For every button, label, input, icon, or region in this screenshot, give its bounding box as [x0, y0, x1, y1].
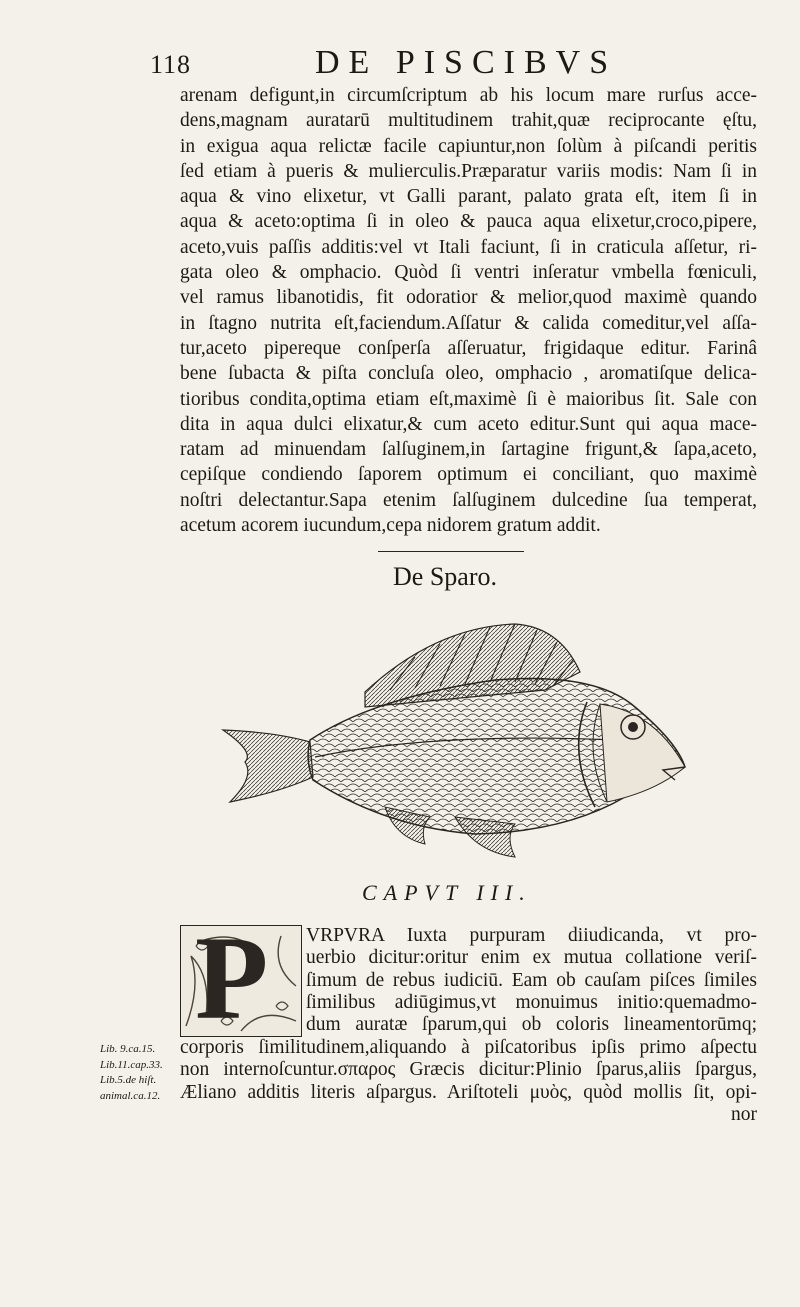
decorated-initial — [180, 925, 302, 1037]
sparus-fish-woodcut — [215, 612, 695, 862]
text-line: in exigua aqua relictæ facile capiuntur,non ſolùm à piſcandi peritis — [180, 135, 757, 157]
text-line: tur,aceto pipereque conſperſa aſſeruatur, frigidaque editur. Farinâ — [180, 337, 757, 359]
text-line: tioribus condita,optima etiam eſt,maximè ſi è maioribus ſit. Sale con — [180, 388, 757, 410]
text-line: Æliano additis literis aſpargus. Ariſtoteli μυὸς, quòd mollis ſit, opi- — [180, 1081, 757, 1103]
text-line: cepiſque condiendo ſaporem optimum ei conciliant, quo maximè — [180, 464, 757, 486]
text-line: dens,magnam auratarū multitudinem trahit,quæ reciprocante ęſtu, — [180, 110, 757, 132]
body-paragraph — [180, 83, 757, 538]
margin-notes — [100, 1042, 178, 1104]
chapter-opening-text — [306, 925, 757, 1036]
chapter-heading: CAPVT III. — [362, 880, 532, 905]
text-line: vel ramus libanotidis, fit odoratior & melior,quod maximè quando — [180, 287, 757, 309]
chapter-continuation-text — [180, 1037, 757, 1126]
text-line: aqua & vino elixetur, vt Galli parant, palato grata eſt, item ſi in — [180, 186, 757, 208]
text-line: VRPVRA Iuxta purpuram diiudicanda, vt pro- — [306, 925, 757, 946]
margin-note: Lib. 9.ca.15. — [100, 1043, 156, 1055]
margin-note: Lib.11.cap.33. — [100, 1058, 163, 1071]
text-line: ſimum de rebus iudiciū. Eam ob cauſam piſces ſimiles — [306, 969, 757, 991]
text-line: dum auratæ ſparum,qui ob coloris lineamentorūmq; — [306, 1014, 757, 1036]
text-line: gata oleo & omphacio. Quòd ſi ventri inſeratur vmbella fœniculi, — [180, 262, 757, 284]
margin-note: animal.ca.12. — [100, 1089, 161, 1102]
section-title: De Sparo. — [393, 562, 497, 591]
initial-letter: P — [195, 925, 269, 1037]
text-line: arenam defigunt,in circumſcriptum ab his locum mare rurſus acce- — [180, 85, 757, 106]
text-line: acetum acorem iucundum,cepa nidorem gratum addit. — [180, 515, 601, 537]
text-line: corporis ſimilitudinem,aliquando à piſcatoribus ipſis primo aſpectu — [180, 1037, 757, 1058]
text-line: ſimilibus adiūgimus,vt monuimus initio:quemadmo- — [306, 991, 757, 1013]
text-line: ratam ad minuendam ſalſuginem,in ſartagine frigunt,& ſapa,aceto, — [180, 439, 757, 461]
page-number: 118 — [150, 50, 192, 79]
text-line: non internoſcuntur.σπαρος Græcis dicitur:Plinio ſparus,aliis ſpargus, — [180, 1059, 757, 1081]
text-line: in ſtagno nutrita eſt,faciendum.Aſſatur & calida comeditur,vel aſſa- — [180, 312, 757, 334]
text-line: noſtri delectantur.Sapa etenim ſalſuginem dulcedine ſua temperat, — [180, 489, 757, 511]
text-line: aqua & aceto:optima ſi in oleo & pauca aqua elixetur,croco,pipere, — [180, 211, 757, 233]
catchword: nor — [731, 1103, 757, 1125]
margin-note: Lib.5.de hiſt. — [100, 1074, 157, 1086]
text-line: bene ſubacta & piſta concluſa oleo, omphacio , aromatiſque delica- — [180, 363, 757, 385]
text-line: dita in aqua dulci elixatur,& cum aceto editur.Sunt qui aqua mace- — [180, 413, 757, 435]
text-line: aceto,vuis paſſis additis:vel vt Itali faciunt, ſi in craticula aſſetur, ri- — [180, 236, 757, 258]
running-title: DE PISCIBVS — [315, 44, 618, 81]
section-rule — [378, 551, 524, 552]
text-line: ſed etiam à pueris & mulierculis.Præparatur variis modis: Nam ſi in — [180, 160, 757, 182]
text-line: uerbio dicitur:oritur enim ex mutua collatione veriſ- — [306, 947, 757, 969]
